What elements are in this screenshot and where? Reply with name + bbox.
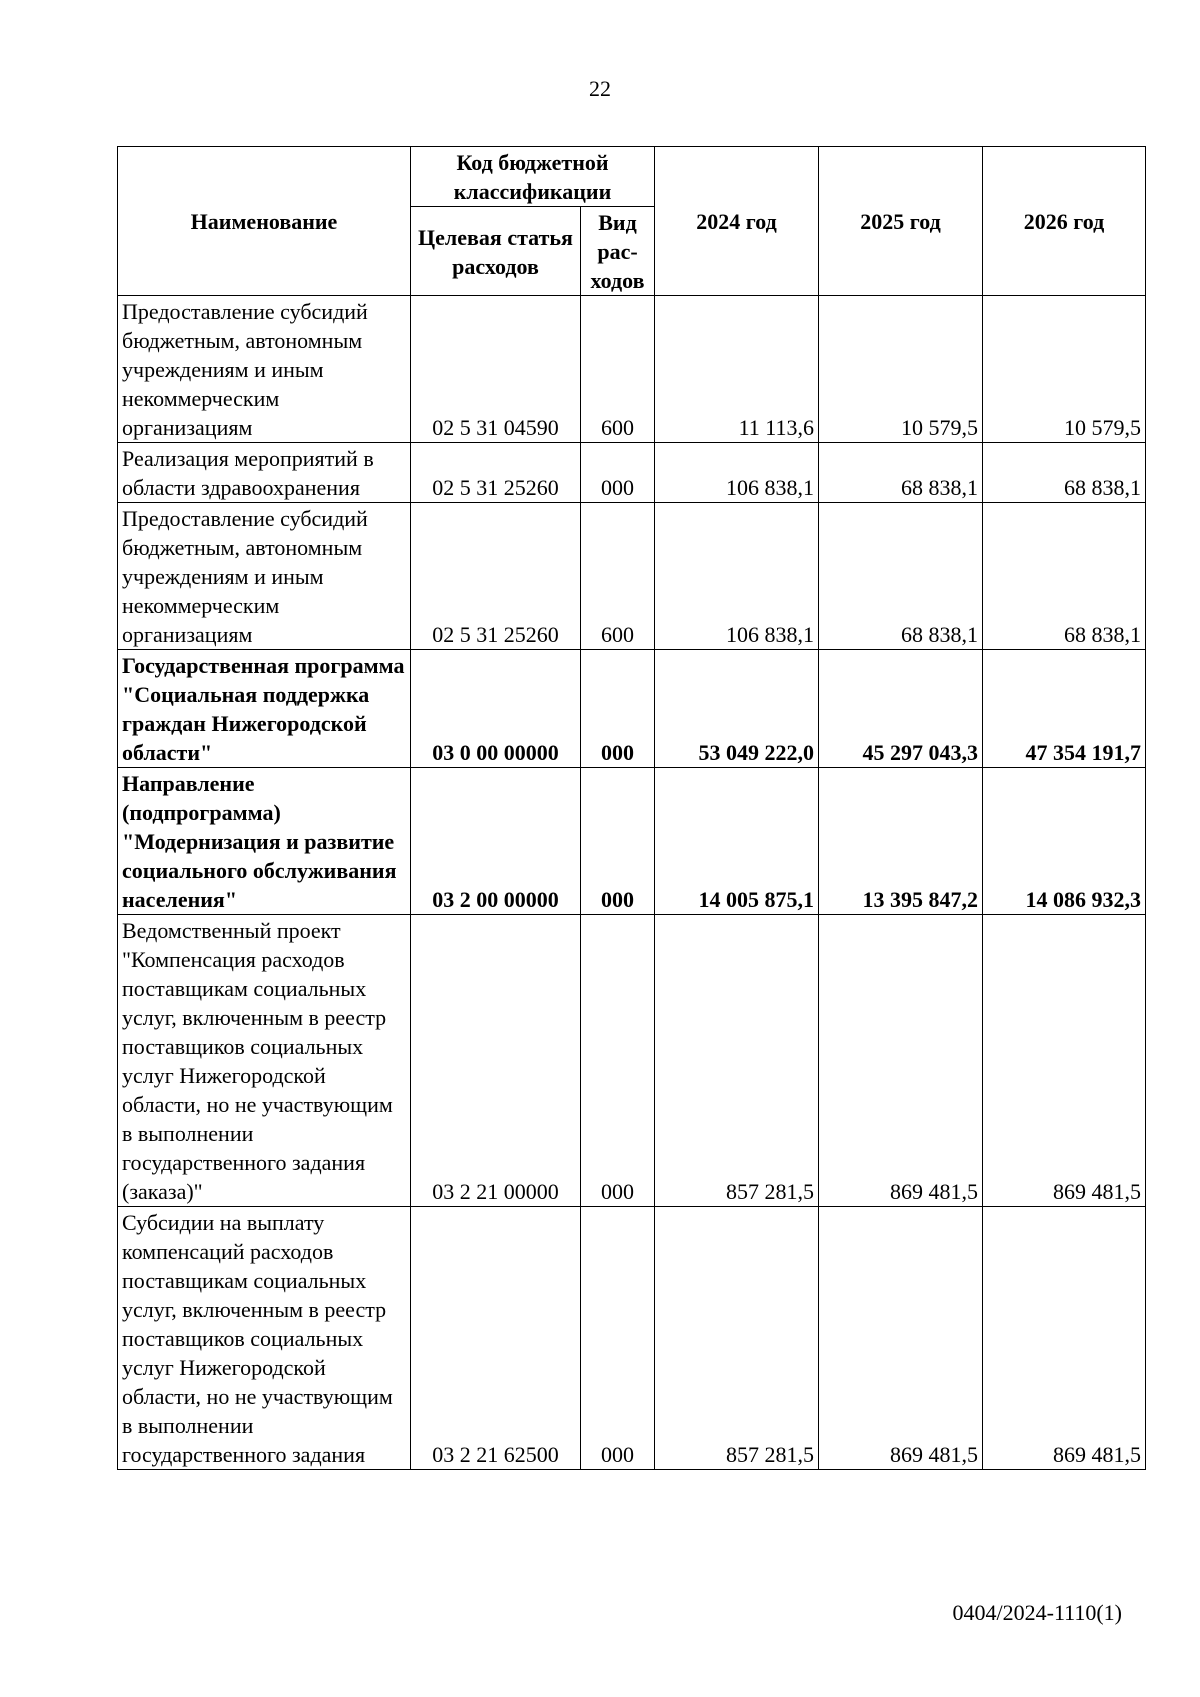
- row-name: Государственная программа "Социальная поддержка граждан Нижегородской области": [118, 650, 411, 768]
- row-value-2024: 857 281,5: [655, 1207, 819, 1470]
- budget-table: [117, 146, 1146, 1470]
- row-target-code: 02 5 31 04590: [411, 296, 581, 443]
- row-expense-type: 000: [581, 915, 655, 1207]
- header-row-1: [118, 147, 1146, 207]
- row-target-code: 03 2 21 00000: [411, 915, 581, 1207]
- row-expense-type: 000: [581, 768, 655, 915]
- row-name: Предоставление субсидий бюджетным, автономным учреждениям и иным некоммерческим организациям: [118, 503, 411, 650]
- row-value-2026: 68 838,1: [983, 503, 1146, 650]
- row-expense-type: 000: [581, 1207, 655, 1470]
- row-target-code: 03 2 21 62500: [411, 1207, 581, 1470]
- row-value-2026: 869 481,5: [983, 1207, 1146, 1470]
- row-name: Ведомственный проект "Компенсация расходов поставщикам социальных услуг, включенным в реестр поставщиков социальных услуг Нижегородской области, но не участвующим в выполнении государственного задания (заказа)": [118, 915, 411, 1207]
- row-target-code: 03 2 00 00000: [411, 768, 581, 915]
- row-target-code: 02 5 31 25260: [411, 443, 581, 503]
- page-number: 22: [589, 76, 611, 101]
- table-row: [118, 768, 1146, 915]
- row-expense-type: 000: [581, 443, 655, 503]
- header-code-group: Код бюджетной классификации: [411, 147, 655, 207]
- row-value-2024: 857 281,5: [655, 915, 819, 1207]
- row-value-2025: 68 838,1: [819, 443, 983, 503]
- table-row: [118, 443, 1146, 503]
- row-value-2025: 869 481,5: [819, 915, 983, 1207]
- row-value-2025: 10 579,5: [819, 296, 983, 443]
- row-value-2025: 869 481,5: [819, 1207, 983, 1470]
- row-value-2026: 869 481,5: [983, 915, 1146, 1207]
- row-name: Реализация мероприятий в области здравоохранения: [118, 443, 411, 503]
- row-value-2024: 53 049 222,0: [655, 650, 819, 768]
- row-target-code: 03 0 00 00000: [411, 650, 581, 768]
- header-year-2026: 2026 год: [983, 147, 1146, 296]
- row-expense-type: 600: [581, 503, 655, 650]
- row-value-2025: 45 297 043,3: [819, 650, 983, 768]
- row-name: Субсидии на выплату компенсаций расходов поставщикам социальных услуг, включенным в реестр поставщиков социальных услуг Нижегородской области, но не участвующим в выполнении государственного задания: [118, 1207, 411, 1470]
- table-row: [118, 915, 1146, 1207]
- table-row: [118, 503, 1146, 650]
- row-name: Направление (подпрограмма) "Модернизация и развитие социального обслуживания населения": [118, 768, 411, 915]
- row-value-2026: 47 354 191,7: [983, 650, 1146, 768]
- row-value-2026: 14 086 932,3: [983, 768, 1146, 915]
- row-expense-type: 000: [581, 650, 655, 768]
- table-row: [118, 1207, 1146, 1470]
- header-target-article: Целевая статья расходов: [411, 207, 581, 296]
- table-row: [118, 296, 1146, 443]
- header-year-2024: 2024 год: [655, 147, 819, 296]
- row-value-2025: 68 838,1: [819, 503, 983, 650]
- row-value-2025: 13 395 847,2: [819, 768, 983, 915]
- row-target-code: 02 5 31 25260: [411, 503, 581, 650]
- row-expense-type: 600: [581, 296, 655, 443]
- header-name: Наименование: [118, 147, 411, 296]
- row-name: Предоставление субсидий бюджетным, автономным учреждениям и иным некоммерческим организациям: [118, 296, 411, 443]
- document-code: 0404/2024-1110(1): [952, 1600, 1122, 1625]
- row-value-2024: 11 113,6: [655, 296, 819, 443]
- row-value-2026: 10 579,5: [983, 296, 1146, 443]
- table-row: [118, 650, 1146, 768]
- row-value-2026: 68 838,1: [983, 443, 1146, 503]
- header-year-2025: 2025 год: [819, 147, 983, 296]
- row-value-2024: 106 838,1: [655, 503, 819, 650]
- row-value-2024: 14 005 875,1: [655, 768, 819, 915]
- header-expense-type: Вид рас-ходов: [581, 207, 655, 296]
- row-value-2024: 106 838,1: [655, 443, 819, 503]
